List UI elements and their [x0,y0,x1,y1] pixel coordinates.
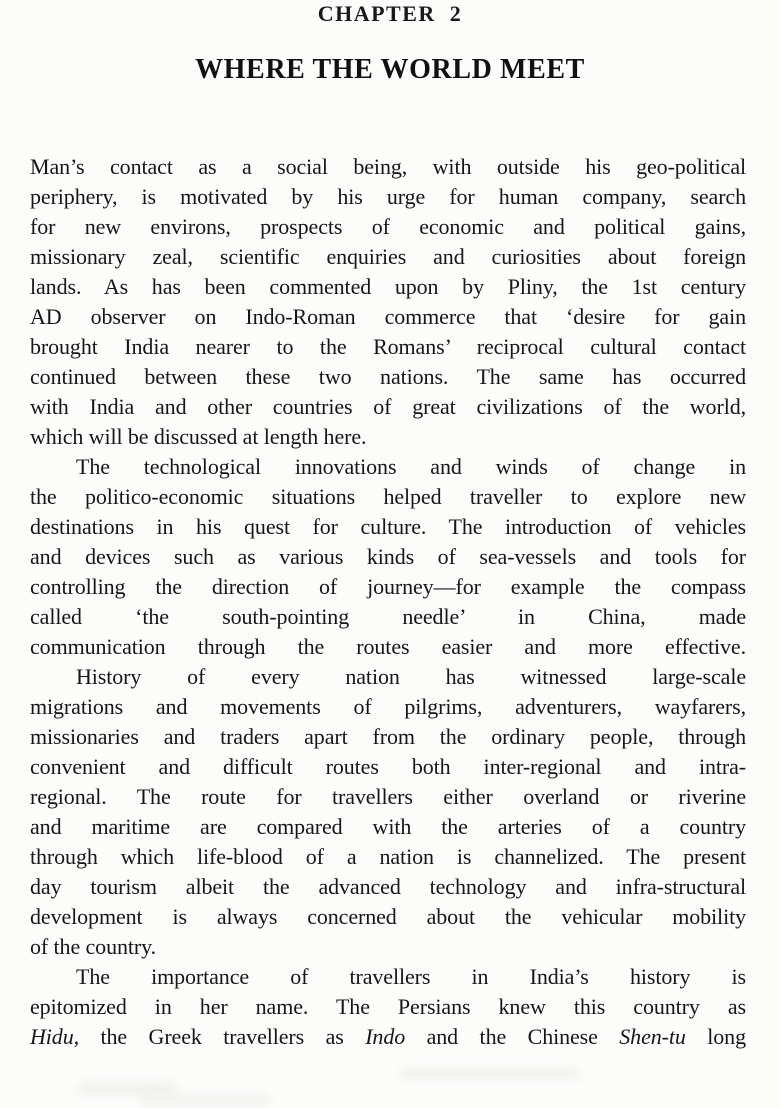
page-title: WHERE THE WORLD MEET [195,54,585,85]
text-line: missionary zeal, scientific enquiries and curiosities about foreign [30,244,746,269]
text-line: The technological innovations and winds of change in [76,454,746,479]
body-text [30,152,746,1052]
scan-smudge [400,1068,580,1080]
text-line: continued between these two nations. The same has occurred [30,364,746,389]
text-line: epitomized in her name. The Persians knew this country as [30,994,746,1019]
text-line: communication through the routes easier and more effective. [30,634,746,659]
text-line: and maritime are compared with the arteries of a country [30,814,746,839]
text-line: Man’s contact as a social being, with outside his geo-political [30,154,746,179]
text-line: AD observer on Indo-Roman commerce that ‘desire for gain [30,304,746,329]
text-line: the politico-economic situations helped traveller to explore new [30,484,746,509]
text-line: development is always concerned about the vehicular mobility [30,904,746,929]
text-line: brought India nearer to the Romans’ reciprocal cultural contact [30,334,746,359]
text-line: periphery, is motivated by his urge for human company, search [30,184,746,209]
text-line: missionaries and traders apart from the ordinary people, through [30,724,746,749]
text-line: day tourism albeit the advanced technology and infra-structural [30,874,746,899]
text-line: controlling the direction of journey—for example the compass [30,574,746,599]
text-line: for new environs, prospects of economic and political gains, [30,214,746,239]
text-line: regional. The route for travellers either overland or riverine [30,784,746,809]
text-line: with India and other countries of great civilizations of the world, [30,394,746,419]
scan-smudge [140,1094,270,1104]
text-line: of the country. [30,934,156,959]
text-line: through which life-blood of a nation is channelized. The present [30,844,746,869]
text-line: History of every nation has witnessed large-scale [76,664,746,689]
text-line: convenient and difficult routes both inter-regional and intra- [30,754,746,779]
text-line: The importance of travellers in India’s history is [76,964,746,989]
chapter-label: CHAPTER 2 [317,1,463,26]
text-line: and devices such as various kinds of sea-vessels and tools for [30,544,746,569]
text-line: lands. As has been commented upon by Pliny, the 1st century [30,274,746,299]
text-line: Hidu, the Greek travellers as Indo and the Chinese Shen-tu long [30,1024,746,1049]
text-line: migrations and movements of pilgrims, adventurers, wayfarers, [30,694,746,719]
text-line: which will be discussed at length here. [30,424,367,449]
text-line: called ‘the south-pointing needle’ in China, made [30,604,746,629]
text-line: destinations in his quest for culture. The introduction of vehicles [30,514,746,539]
